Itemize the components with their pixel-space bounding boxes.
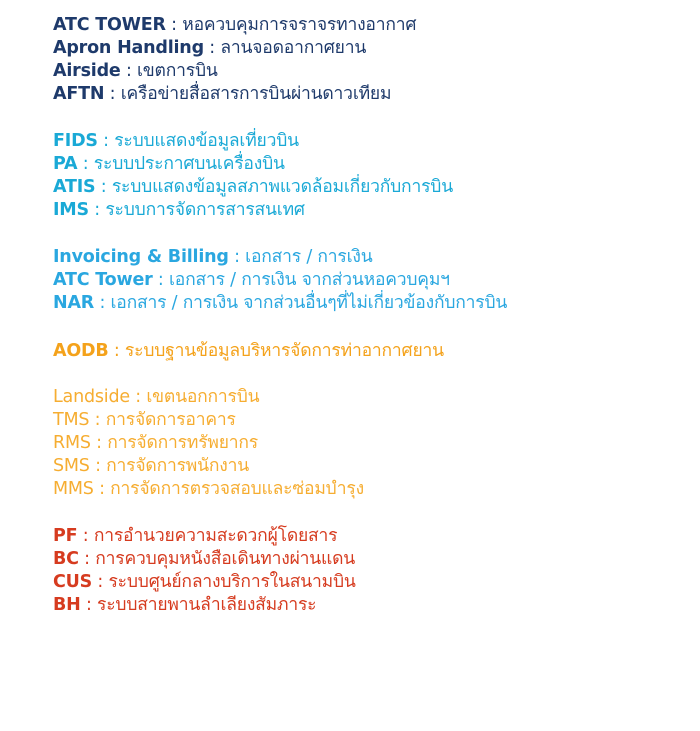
glossary-separator: : bbox=[129, 387, 147, 407]
glossary-entry bbox=[53, 246, 693, 269]
glossary-term: ATC Tower bbox=[53, 270, 153, 290]
glossary-separator: : bbox=[89, 456, 107, 476]
glossary-entry bbox=[53, 83, 693, 106]
glossary-separator: : bbox=[104, 84, 121, 104]
glossary-description: ระบบฐานข้อมูลบริหารจัดการท่าอากาศยาน bbox=[124, 341, 444, 361]
glossary-term: CUS bbox=[53, 572, 93, 592]
glossary-term: SMS bbox=[53, 456, 90, 476]
glossary-term: PA bbox=[53, 154, 78, 174]
glossary-separator: : bbox=[90, 433, 108, 453]
glossary-group-landside bbox=[53, 386, 693, 501]
glossary-separator: : bbox=[228, 247, 246, 267]
glossary-entry bbox=[53, 340, 693, 363]
glossary-separator: : bbox=[77, 526, 94, 546]
glossary-description: ระบบแสดงข้อมูลสภาพแวดล้อมเกี่ยวกับการบิน bbox=[111, 177, 453, 197]
glossary-entry bbox=[53, 386, 693, 409]
glossary-entry bbox=[53, 199, 693, 222]
glossary-separator: : bbox=[89, 410, 106, 430]
glossary-group-information-systems bbox=[53, 130, 693, 222]
glossary-separator: : bbox=[108, 341, 125, 361]
glossary-entry bbox=[53, 571, 693, 594]
glossary-entry bbox=[53, 153, 693, 176]
glossary-group-operations bbox=[53, 14, 693, 106]
glossary-term: FIDS bbox=[53, 131, 98, 151]
glossary-term: AODB bbox=[53, 341, 109, 361]
glossary-group-aodb bbox=[53, 340, 693, 363]
glossary-separator: : bbox=[152, 270, 169, 290]
glossary-separator: : bbox=[92, 572, 109, 592]
glossary-group-billing bbox=[53, 246, 693, 315]
glossary-term: Landside bbox=[53, 387, 130, 407]
glossary-entry bbox=[53, 478, 693, 501]
glossary-description: การควบคุมหนังสือเดินทางผ่านแดน bbox=[95, 549, 356, 569]
glossary-entry bbox=[53, 60, 693, 83]
glossary-separator: : bbox=[97, 131, 115, 151]
glossary-description: หอควบคุมการจราจรทางอากาศ bbox=[182, 15, 417, 35]
glossary-term: NAR bbox=[53, 293, 95, 313]
glossary-term: IMS bbox=[53, 200, 89, 220]
glossary-separator: : bbox=[95, 177, 112, 197]
glossary-description: ระบบศูนย์กลางบริการในสนามบิน bbox=[108, 572, 356, 592]
glossary-term: Invoicing & Billing bbox=[53, 247, 229, 267]
glossary-description: เครือข่ายสื่อสารการบินผ่านดาวเทียม bbox=[120, 84, 392, 104]
glossary-document bbox=[53, 14, 693, 617]
glossary-entry bbox=[53, 455, 693, 478]
glossary-entry bbox=[53, 37, 693, 60]
glossary-description: ระบบการจัดการสารสนเทศ bbox=[105, 200, 305, 220]
glossary-description: การจัดการอาคาร bbox=[105, 410, 236, 430]
glossary-description: ระบบแสดงข้อมูลเที่ยวบิน bbox=[114, 131, 299, 151]
glossary-entry bbox=[53, 409, 693, 432]
glossary-term: BC bbox=[53, 549, 79, 569]
glossary-separator: : bbox=[165, 15, 183, 35]
glossary-separator: : bbox=[80, 595, 98, 615]
glossary-description: การจัดการทรัพยากร bbox=[107, 433, 259, 453]
glossary-entry bbox=[53, 269, 693, 292]
glossary-description: การจัดการพนักงาน bbox=[106, 456, 250, 476]
glossary-term: TMS bbox=[53, 410, 90, 430]
glossary-term: ATC TOWER bbox=[53, 15, 166, 35]
glossary-entry bbox=[53, 176, 693, 199]
glossary-description: เขตการบิน bbox=[137, 61, 218, 81]
glossary-entry bbox=[53, 292, 693, 315]
glossary-separator: : bbox=[120, 61, 138, 81]
glossary-description: เอกสาร / การเงิน bbox=[245, 247, 373, 267]
glossary-separator: : bbox=[94, 293, 111, 313]
glossary-separator: : bbox=[77, 154, 94, 174]
glossary-separator: : bbox=[203, 38, 221, 58]
glossary-entry bbox=[53, 432, 693, 455]
glossary-description: การจัดการตรวจสอบและซ่อมบำรุง bbox=[110, 479, 364, 499]
glossary-term: PF bbox=[53, 526, 78, 546]
glossary-description: ระบบประกาศบนเครื่องบิน bbox=[93, 154, 285, 174]
glossary-term: RMS bbox=[53, 433, 91, 453]
glossary-separator: : bbox=[78, 549, 96, 569]
glossary-entry bbox=[53, 14, 693, 37]
glossary-description: เอกสาร / การเงิน จากส่วนอื่นๆที่ไม่เกี่ยวข้องกับการบิน bbox=[110, 293, 508, 313]
glossary-description: เขตนอกการบิน bbox=[146, 387, 260, 407]
glossary-term: AFTN bbox=[53, 84, 105, 104]
glossary-description: การอำนวยความสะดวกผู้โดยสาร bbox=[93, 526, 338, 546]
glossary-term: MMS bbox=[53, 479, 94, 499]
glossary-entry bbox=[53, 548, 693, 571]
glossary-description: เอกสาร / การเงิน จากส่วนหอควบคุมฯ bbox=[168, 270, 450, 290]
glossary-term: Apron Handling bbox=[53, 38, 204, 58]
glossary-term: ATIS bbox=[53, 177, 96, 197]
glossary-separator: : bbox=[88, 200, 106, 220]
glossary-term: Airside bbox=[53, 61, 121, 81]
glossary-entry bbox=[53, 130, 693, 153]
glossary-term: BH bbox=[53, 595, 81, 615]
glossary-entry bbox=[53, 594, 693, 617]
glossary-entry bbox=[53, 525, 693, 548]
glossary-group-passenger-services bbox=[53, 525, 693, 617]
glossary-description: ลานจอดอากาศยาน bbox=[220, 38, 367, 58]
glossary-description: ระบบสายพานลำเลียงสัมภาระ bbox=[97, 595, 317, 615]
glossary-separator: : bbox=[93, 479, 111, 499]
